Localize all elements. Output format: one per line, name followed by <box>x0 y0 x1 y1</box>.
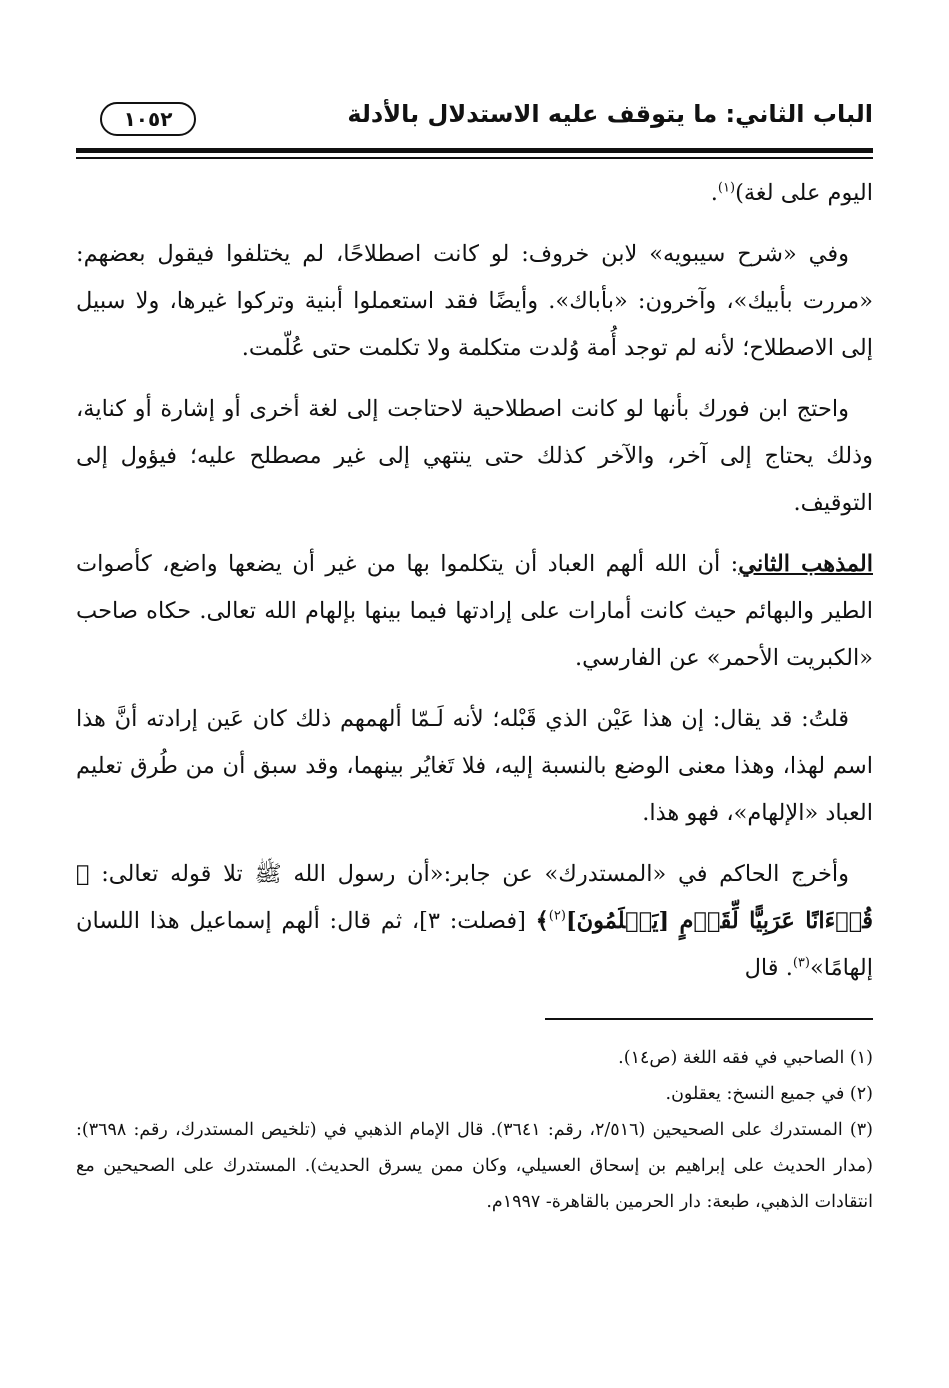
footnote-ref-3[interactable]: (٣) <box>792 955 810 971</box>
footnote-3: (٣) المستدرك على الصحيحين (٢/٥١٦، رقم: ٣٦٤١). قال الإمام الذهبي في (تلخيص المستدرك، رقم: ٣٦٩٨): (مدار الحديث على إبراهيم بن إسحاق العسيلي، وكان ممن يسرق الحديث). المستدرك على الصحيحين مع انتقادات الذهبي، طبعة: دار الحرمين بالقاهرة- ١٩٩٧م. <box>76 1120 873 1212</box>
paragraph-4: المذهب الثاني: أن الله ألهم العباد أن يتكلموا بها من غير أن يضعها واضع، كأصوات الطير والبهائم حيث كانت أمارات على إرادتها فيما بينها بإلهام الله تعالى. حكاه صاحب «الكبريت الأحمر» عن الفارسي. <box>76 551 873 671</box>
paragraph-1: اليوم على لغة)$^{(١)}$. <box>710 180 873 206</box>
page-number: ١٠٥٢ <box>100 102 196 136</box>
paragraph-2: وفي «شرح سيبويه» لابن خروف: لو كانت اصطلاحًا، لم يختلفوا فيقول بعضهم: «مررت بأبيك»، وآخرون: «بأباك». وأيضًا فقد استعملوا أبنية وتركوا غيرها، ولا سبيل إلى الاصطلاح؛ لأنه لم توجد أُمة وُلدت متكلمة ولا تكلمت حتى عُلّمت. <box>76 241 873 361</box>
footnote-1: (١) الصاحبي في فقه اللغة (ص١٤). <box>618 1048 873 1068</box>
footnotes <box>76 1040 873 1220</box>
header-rule-thick <box>76 148 873 153</box>
footnote-separator <box>545 1018 873 1020</box>
paragraph-5: قلتُ: قد يقال: إن هذا عَيْن الذي قَبْله؛ لأنه لَـمّا ألهمهم ذلك كان عَين إرادته أنَّ هذا اسم لهذا، وهذا معنى الوضع بالنسبة إليه، فلا تَغايُر بينهما، وقد سبق أن من طُرق تعليم العباد «الإلهام»، فهو هذا. <box>76 706 873 826</box>
footnote-ref-1[interactable]: (١) <box>717 180 736 196</box>
paragraph-3: واحتج ابن فورك بأنها لو كانت اصطلاحية لاحتاجت إلى لغة أخرى أو إشارة أو كناية، وذلك يحتاج إلى آخر، والآخر كذلك حتى ينتهي إلى غير مصطلح عليه؛ فيؤول إلى التوقيف. <box>76 396 873 516</box>
section-label: المذهب الثاني <box>738 551 873 577</box>
quran-verse: ﴿ قُرۡءَانًا عَرَبِيًّا لِّقَوۡمٍ [يَعۡلَمُونَ] <box>76 861 873 934</box>
main-text <box>76 170 873 1006</box>
paragraph-6: وأخرج الحاكم في «المستدرك» عن جابر:«أن رسول الله ﷺ تلا قوله تعالى: ﴿ قُرۡءَانًا عَرَبِيًّا لِّقَوۡمٍ [يَعۡلَمُونَ]$^{(٢)}$﴾ [فصلت: ٣]، ثم قال: ألهم إسماعيل هذا اللسان إلهامًا»$^{(٣)}$. قال <box>76 861 873 981</box>
footnote-2: (٢) في جميع النسخ: يعقلون. <box>665 1084 873 1104</box>
header-rule-thin <box>76 157 873 159</box>
chapter-title: الباب الثاني: ما يتوقف عليه الاستدلال بالأدلة <box>347 100 873 128</box>
footnote-ref-2[interactable]: (٢) <box>548 908 566 924</box>
